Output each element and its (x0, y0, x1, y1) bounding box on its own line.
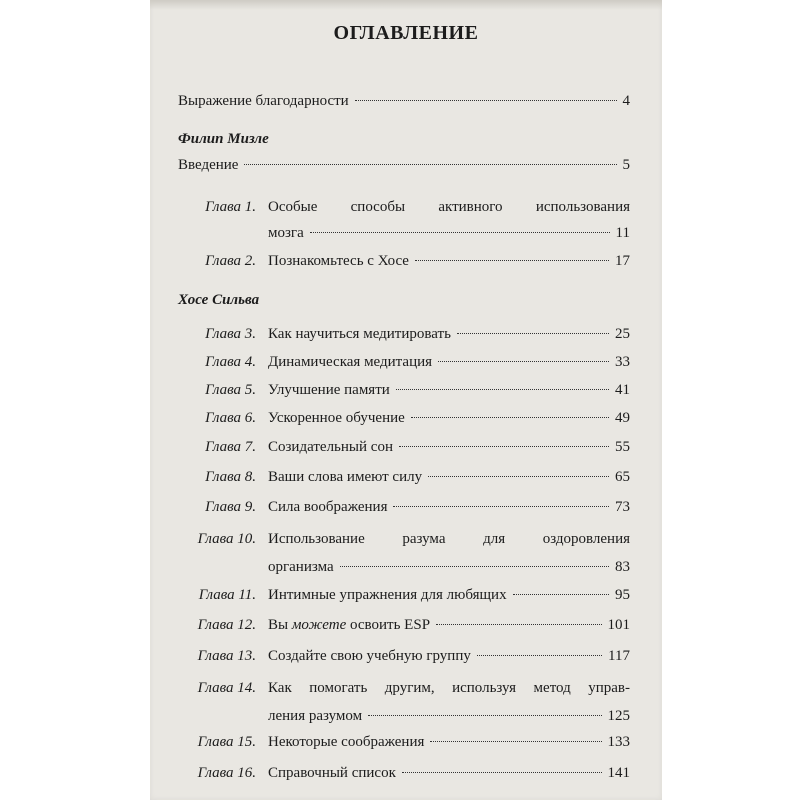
toc-entry-chapter-6 (178, 407, 630, 429)
toc-dot-leader (415, 260, 609, 261)
toc-dot-leader (368, 715, 601, 716)
toc-dot-leader (399, 446, 609, 447)
chapter-label: Глава 5. (205, 382, 256, 398)
toc-entry-title: Ваши слова имеют силу (268, 469, 423, 485)
chapter-label: Глава 2. (205, 253, 256, 269)
chapter-label: Глава 16. (197, 765, 256, 781)
book-page (150, 0, 662, 800)
toc-entry-title: Создайте свою учебную группу (268, 648, 471, 664)
toc-page-number: 11 (615, 225, 630, 241)
toc-page-number: 141 (607, 765, 630, 781)
toc-page-number: 5 (622, 157, 630, 173)
toc-entry-title: Улучшение памяти (268, 382, 390, 398)
toc-entry-chapter-4 (178, 351, 630, 373)
toc-entry-title: Динамическая медитация (268, 354, 433, 370)
toc-entry-title: Вы можете освоить ESP (268, 617, 431, 633)
toc-page-number: 49 (615, 410, 630, 426)
toc-entry-chapter-13 (178, 645, 630, 667)
toc-entry-title: Особые способы активного использования (268, 199, 630, 215)
toc-entry-chapter-1 (178, 196, 630, 244)
toc-entry-title-continued: мозга (268, 225, 304, 241)
toc-page-number: 73 (615, 499, 630, 515)
toc-dot-leader (436, 624, 601, 625)
toc-dot-leader (428, 476, 609, 477)
toc-entry-acknowledgements (178, 90, 630, 112)
toc-dot-leader (477, 655, 602, 656)
chapter-label: Глава 11. (198, 587, 256, 603)
chapter-label: Глава 8. (205, 469, 256, 485)
toc-entry-title: Некоторые соображения (268, 734, 425, 750)
toc-entry-introduction (178, 154, 630, 176)
toc-dot-leader (457, 333, 609, 334)
toc-page-number: 83 (615, 559, 630, 575)
toc-page-number: 41 (615, 382, 630, 398)
toc-page-number: 4 (622, 93, 630, 109)
toc-entry-chapter-12 (178, 614, 630, 636)
toc-entry-title: Сила воображения (268, 499, 388, 515)
toc-page-number: 55 (615, 439, 630, 455)
toc-entry-title: Интимные упражнения для любящих (268, 587, 507, 603)
toc-dot-leader (244, 164, 616, 165)
toc-dot-leader (393, 506, 609, 507)
toc-page-number: 117 (608, 648, 630, 664)
toc-dot-leader (355, 100, 617, 101)
toc-entry-chapter-15 (178, 731, 630, 753)
chapter-label: Глава 15. (197, 734, 256, 750)
chapter-label: Глава 13. (197, 648, 256, 664)
toc-page-number: 95 (615, 587, 630, 603)
chapter-label: Глава 7. (205, 439, 256, 455)
emphasized-word: можете (291, 617, 347, 633)
chapter-label: Глава 3. (205, 326, 256, 342)
toc-entry-title-continued: организма (268, 559, 334, 575)
toc-entry-title: Справочный список (268, 765, 396, 781)
toc-section-heading: Хосе Сильва (178, 292, 260, 308)
toc-entry-chapter-8 (178, 466, 630, 488)
toc-entry-chapter-16 (178, 762, 630, 784)
toc-entry-title: Как помогать другим, используя метод управ- (268, 680, 630, 696)
toc-dot-leader (513, 594, 609, 595)
chapter-label: Глава 10. (197, 531, 256, 547)
toc-entry-title-continued: ления разумом (268, 708, 363, 724)
toc-entry-chapter-11 (178, 584, 630, 606)
toc-entry-title: Выражение благодарности (178, 93, 349, 109)
toc-page-number: 65 (615, 469, 630, 485)
toc-entry-chapter-2 (178, 250, 630, 272)
toc-dot-leader (438, 361, 609, 362)
toc-page-number: 125 (607, 708, 630, 724)
toc-page-number: 25 (615, 326, 630, 342)
toc-entry-title: Познакомьтесь с Хосе (268, 253, 409, 269)
toc-entry-title: Использование разума для оздоровления (268, 531, 630, 547)
toc-dot-leader (430, 741, 601, 742)
toc-entry-title: Как научиться медитировать (268, 326, 451, 342)
toc-dot-leader (340, 566, 609, 567)
toc-entry-chapter-14 (178, 677, 630, 727)
toc-dot-leader (402, 772, 602, 773)
toc-dot-leader (310, 232, 610, 233)
toc-dot-leader (411, 417, 609, 418)
chapter-label: Глава 6. (205, 410, 256, 426)
toc-entry-title: Ускоренное обучение (268, 410, 405, 426)
toc-entry-chapter-3 (178, 323, 630, 345)
toc-entry-chapter-5 (178, 379, 630, 401)
chapter-label: Глава 9. (205, 499, 256, 515)
chapter-label: Глава 4. (205, 354, 256, 370)
toc-section-heading: Филип Мизле (178, 131, 269, 147)
chapter-label: Глава 14. (197, 680, 256, 696)
toc-page-number: 17 (615, 253, 630, 269)
toc-entry-chapter-7 (178, 436, 630, 458)
toc-page-number: 133 (607, 734, 630, 750)
toc-entry-title: Созидательный сон (268, 439, 393, 455)
toc-page-number: 101 (607, 617, 630, 633)
chapter-label: Глава 1. (205, 199, 256, 215)
toc-dot-leader (396, 389, 609, 390)
toc-entry-chapter-10 (178, 528, 630, 578)
toc-entry-chapter-9 (178, 496, 630, 518)
toc-entry-title: Введение (178, 157, 239, 173)
toc-page-number: 33 (615, 354, 630, 370)
page-title: ОГЛАВЛЕНИЕ (333, 22, 479, 44)
chapter-label: Глава 12. (197, 617, 256, 633)
